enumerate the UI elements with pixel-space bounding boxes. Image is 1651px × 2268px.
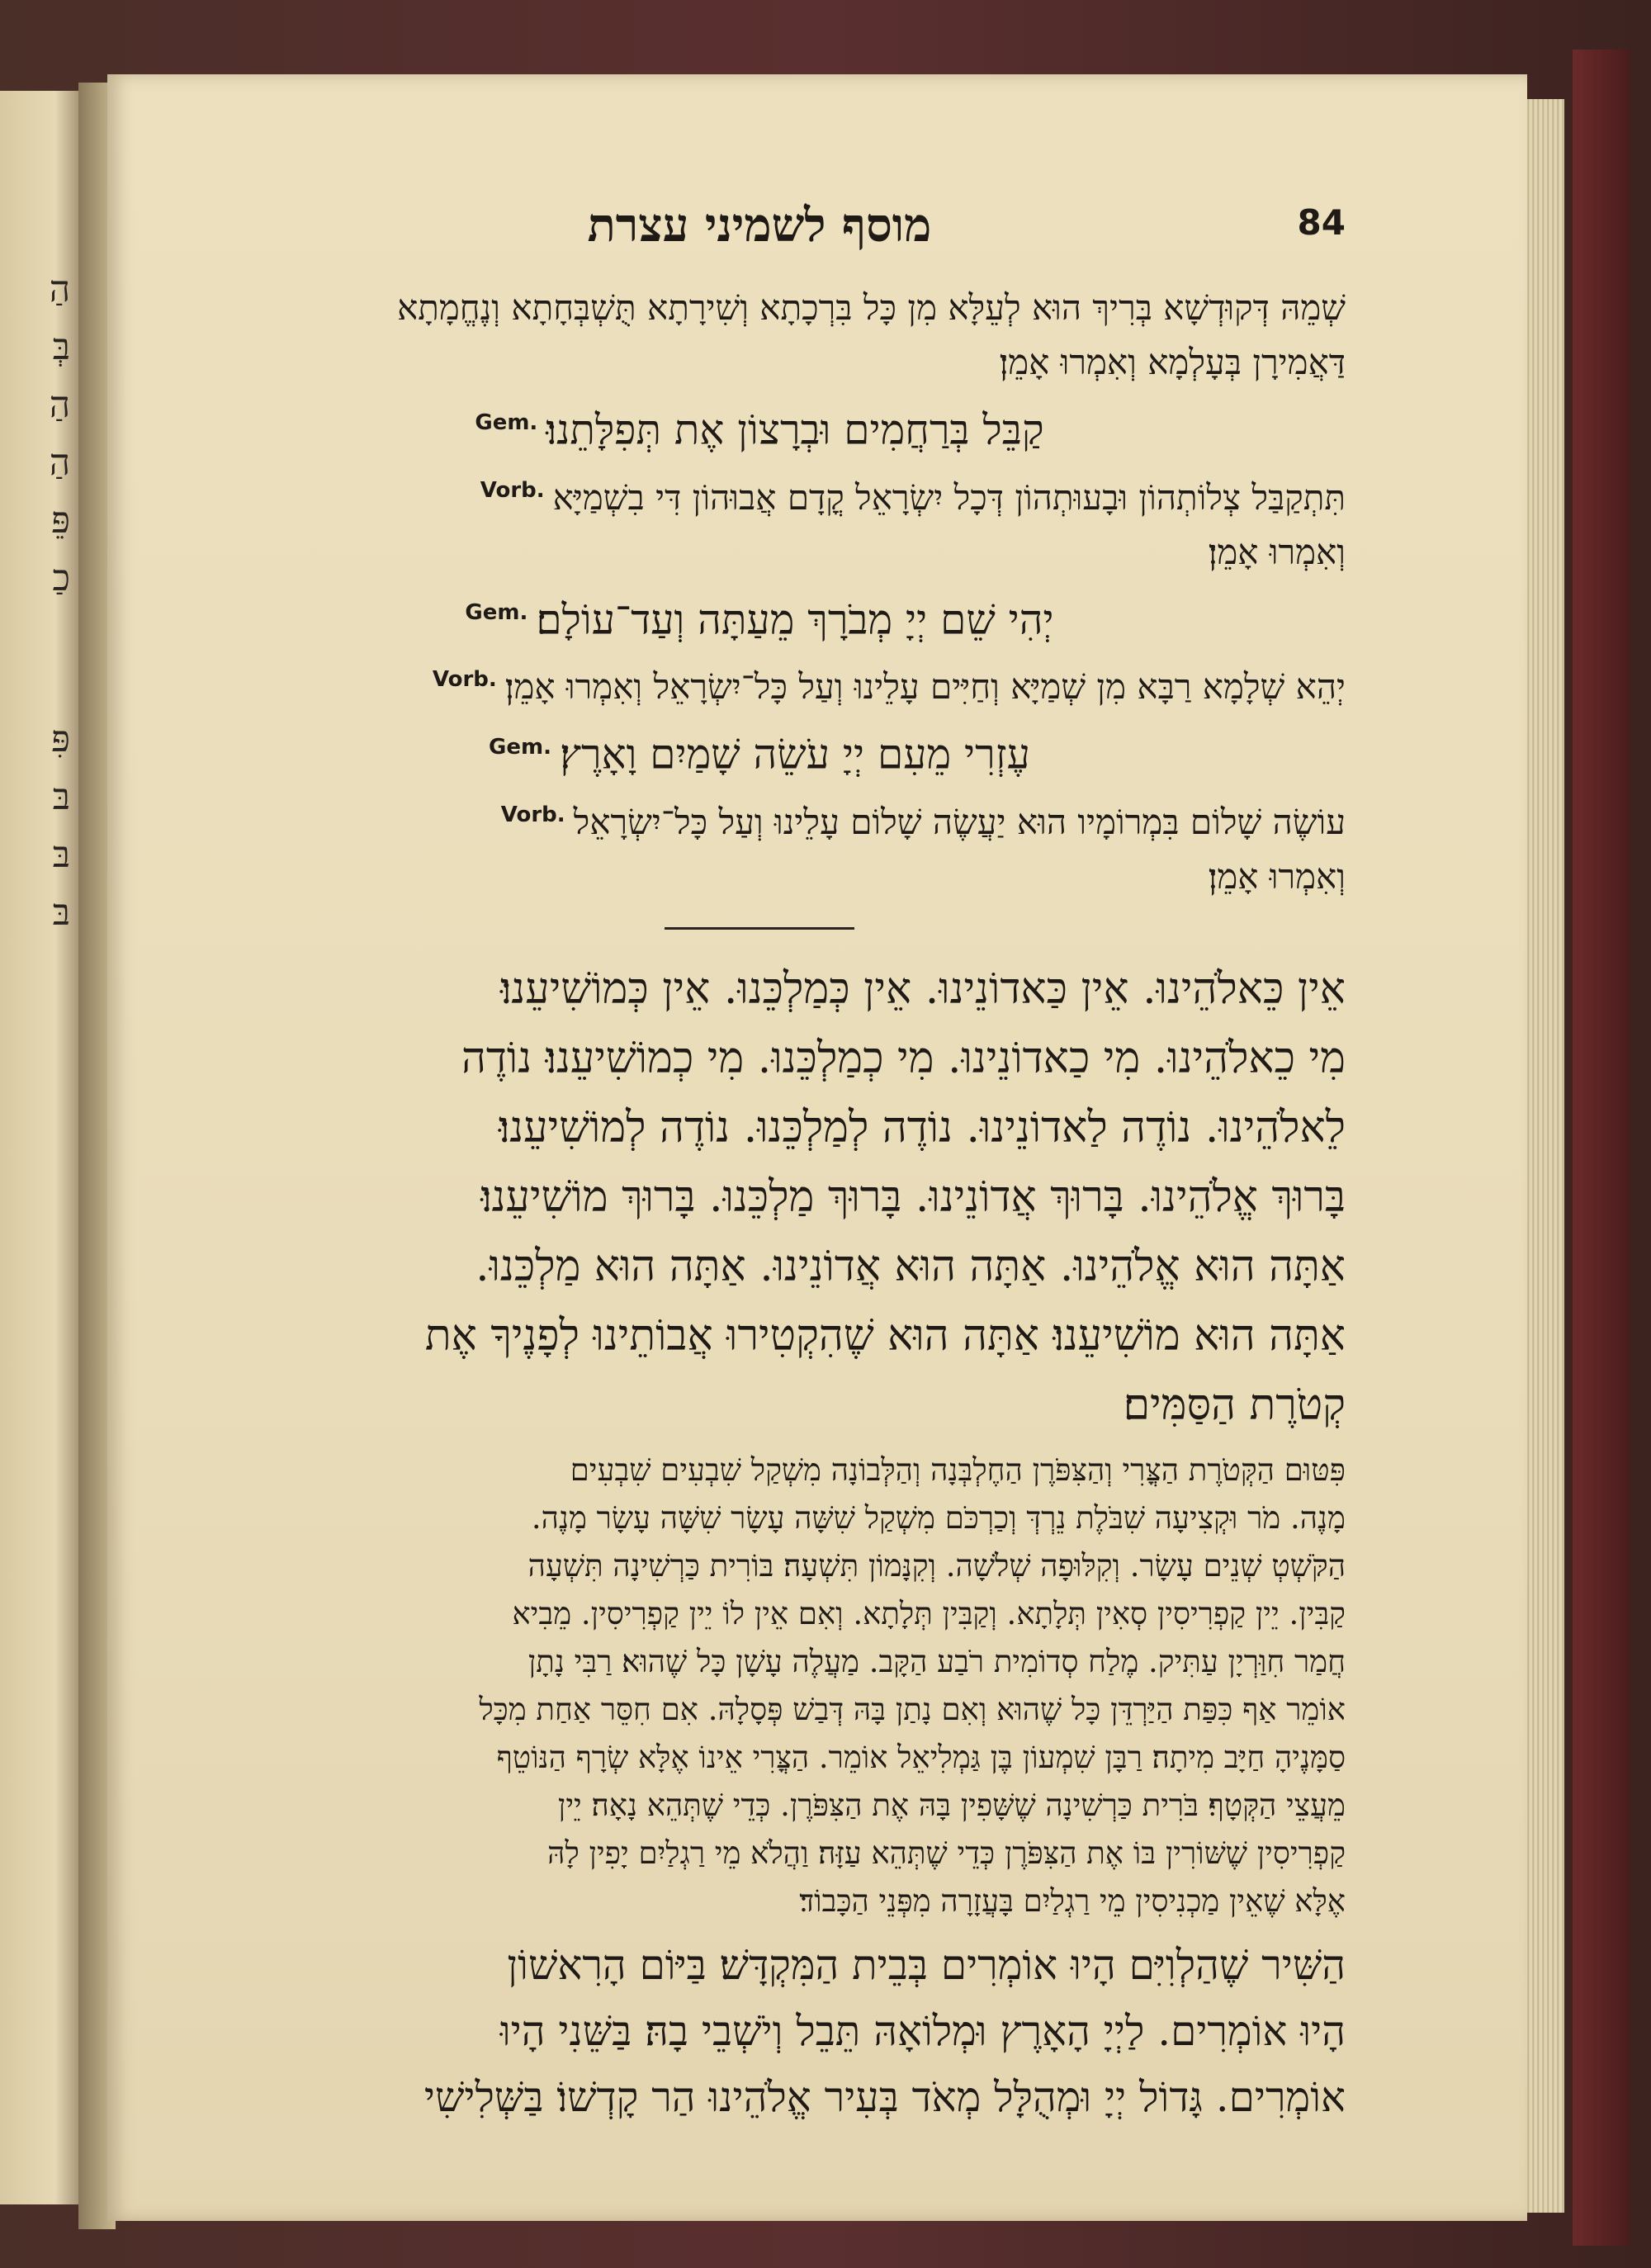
text-line: הָיוּ אוֹמְרִים. לַיְיָ הָאָרֶץ וּמְלוֹאָהּ תֵּבֵל וְיֹשְׁבֵי בָהּ׃ בַּשֵּׁנִי הָיוּ	[499, 2006, 1346, 2055]
left-page-fragment: הַ	[49, 442, 70, 484]
gem-label: Gem.	[465, 599, 528, 625]
left-page-fragment: כַ	[52, 557, 70, 599]
vorb-label: Vorb.	[500, 802, 565, 827]
text-line: אֵין כֵּאלֹהֵינוּ. אֵין כַּאדוֹנֵינוּ. אֵין כְּמַלְכֵּנוּ. אֵין כְּמוֹשִׁיעֵנוּ׃	[500, 964, 1346, 1014]
text-line: מֵעֲצֵי הַקְּטָף׃ בֹּרִית כַּרְשִׁינָה שֶׁשָּׁפִין בָּהּ אֶת הַצִּפֹּרֶן. כְּדֵי שֶׁתְּהֵא נָאָה׃ יֵין	[557, 1787, 1346, 1823]
text-line: וְאִמְרוּ אָמֵן׃	[1208, 531, 1346, 572]
text-line: שְׁמֵהּ דְּקוּדְשָׁא בְּרִיךְ הוּא לְעֵלָּא מִן כָּל בִּרְכָתָא וְשִׁירָתָא תֻּשְׁבְּחָתָא וְנֶחֱמָתָא	[397, 287, 1346, 328]
left-page-fragment: בּ	[52, 834, 70, 876]
text-line: אֶלָּא שֶׁאֵין מַכְנִיסִין מֵי רַגְלַיִם בָּעֲזָרָה מִפְּנֵי הַכָּבוֹד׃	[799, 1882, 1346, 1919]
spacer	[173, 1925, 1346, 1932]
text-line: מִי כֵאלֹהֵינוּ. מִי כַאדוֹנֵינוּ. מִי כְמַלְכֵּנוּ. מִי כְמוֹשִׁיעֵנוּ׃ נוֹדֶה	[461, 1033, 1346, 1083]
response-text: קַבֵּל בְּרַחֲמִים וּבְרָצוֹן אֶת תְּפִלָּתֵנוּ׃	[546, 405, 1044, 454]
page-header	[173, 190, 1346, 272]
text-line: אוֹמְרִים. גָּדוֹל יְיָ וּמְהֻלָּל מְאֹד בְּעִיר אֱלֹהֵינוּ הַר קָדְשׁוֹ׃ בַּשְּׁלִישִׁי	[423, 2072, 1346, 2121]
left-page-fragment: הַ	[49, 384, 70, 426]
line-text: עוֹשֶׂה שָׁלוֹם בִּמְרוֹמָיו הוּא יַעֲשֶׂה שָׁלוֹם עָלֵינוּ וְעַל כָּל־יִשְׂרָאֵל	[573, 801, 1346, 842]
response-text: עֶזְרִי מֵעִם יְיָ עֹשֵׂה שָׁמַיִם וָאָרֶץ׃	[560, 730, 1030, 779]
text-line: קַפְרִיסִין שֶׁשּׁוֹרִין בּוֹ אֶת הַצִּפֹּרֶן כְּדֵי שֶׁתְּהֵא עַזָּה׃ וַהֲלֹא מֵי רַגְלַיִם יָפִין לָהּ	[547, 1835, 1346, 1871]
text-line: וְאִמְרוּ אָמֵן׃	[1208, 855, 1346, 897]
text-line: הַשִּׁיר שֶׁהַלְוִיִּם הָיוּ אוֹמְרִים בְּבֵית הַמִּקְדָּשׁ׃ בַּיּוֹם הָרִאשׁוֹן	[507, 1940, 1346, 1989]
ein-keloheinu-section	[173, 954, 1346, 1440]
daily-psalm-section	[173, 1932, 1346, 2130]
text-line: אַתָּה הוּא מוֹשִׁיעֵנוּ׃ אַתָּה הוּא שֶׁהִקְטִירוּ אֲבוֹתֵינוּ לְפָנֶיךָ אֶת	[424, 1310, 1346, 1361]
text-line: דַּאֲמִירָן בְּעָלְמָא וְאִמְרוּ אָמֵן׃	[999, 342, 1346, 382]
vorb-label: Vorb.	[480, 477, 545, 503]
text-line: הַקֹּשְׁטְ שְׁנֵים עָשָׂר. וְקִלּוּפָה שְׁלֹשָׁה. וְקִנָּמוֹן תִּשְׁעָה׃ בּוֹרִית כַּרְשִׁינָה תִּשְׁעָה	[527, 1547, 1346, 1584]
text-line: פִּטּוּם הַקְּטֹרֶת הַצֳּרִי וְהַצִּפֹּרֶן הַחֶלְבְּנָה וְהַלְּבוֹנָה מִשְׁקַל שִׁבְעִים שִׁבְעִים	[570, 1451, 1346, 1488]
page-number: 84	[1297, 202, 1346, 243]
text-line: לֵאלֹהֵינוּ. נוֹדֶה לַאדוֹנֵינוּ. נוֹדֶה לְמַלְכֵּנוּ. נוֹדֶה לְמוֹשִׁיעֵנוּ׃	[498, 1102, 1346, 1153]
gem-label: Gem.	[489, 735, 551, 760]
left-page-fragment: הַ	[49, 268, 70, 310]
line-text: יְהֵא שְׁלָמָא רַבָּא מִן שְׁמַיָּא וְחַיִּים עָלֵינוּ וְעַל כָּל־יִשְׂרָאֵל וְאִמְרוּ אָמֵן׃	[504, 666, 1346, 708]
text-line: סַמָּנֶיהָ חַיָּב מִיתָה׃ רַבָּן שִׁמְעוֹן בֶּן גַּמְלִיאֵל אוֹמֵר. הַצֳּרִי אֵינוֹ אֶלָּא שְׂרָף הַנּוֹטֵף	[496, 1739, 1346, 1775]
cover-edge	[1573, 50, 1630, 2246]
left-page-fragment: פֵּ	[50, 500, 70, 542]
spacer	[173, 1440, 1346, 1447]
pitum-haketoret-section	[173, 1447, 1346, 1925]
text-line: בָּרוּךְ אֱלֹהֵינוּ. בָּרוּךְ אֲדוֹנֵינוּ. בָּרוּךְ מַלְכֵּנוּ. בָּרוּךְ מוֹשִׁיעֵנוּ׃	[480, 1172, 1346, 1222]
text-line	[173, 463, 1346, 525]
text-line: אַתָּה הוּא אֱלֹהֵינוּ. אַתָּה הוּא אֲדוֹנֵינוּ. אַתָּה הוּא מַלְכֵּנוּ.	[475, 1241, 1346, 1291]
left-page-fragment: פִּ	[50, 718, 70, 760]
vorb-label: Vorb.	[432, 667, 497, 693]
page-title: מוסף לשמיני עצרת	[587, 198, 932, 253]
congregation-response	[173, 390, 1346, 463]
congregation-response	[173, 714, 1346, 788]
left-page-fragment: בּ	[52, 776, 70, 818]
page-content	[173, 190, 1346, 2130]
text-line: קַבִּין. יֵין קַפְרִיסִין סְאִין תְּלָתָא. וְקַבִּין תְּלָתָא. וְאִם אֵין לוֹ יֵין קַפְרִיסִין. מֵבִיא	[512, 1595, 1346, 1631]
text-line	[173, 652, 1346, 714]
text-line: חֲמַר חִוַּרְיָן עַתִּיק. מֶלַח סְדוֹמִית רֹבַע הַקָּב. מַעֲלֶה עָשָׁן כָּל שֶׁהוּא׃ רַבִּי נָתָן	[527, 1643, 1346, 1679]
text-line: אוֹמֵר אַף כִּפַּת הַיַּרְדֵּן כָּל שֶׁהוּא וְאִם נָתַן בָּהּ דְּבַשׁ פְּסָלָהּ. אִם חִסֵּר אַחַת מִכָּל	[479, 1691, 1346, 1727]
kaddish-section	[173, 281, 1346, 904]
text-line	[173, 788, 1346, 850]
gem-label: Gem.	[475, 410, 538, 435]
left-page-edge	[0, 91, 78, 2204]
congregation-response	[173, 580, 1346, 653]
response-text: יְהִי שֵׁם יְיָ מְבֹרָךְ מֵעַתָּה וְעַד־עוֹלָם׃	[536, 595, 1054, 644]
left-page-fragment: בְּ	[52, 326, 70, 368]
section-divider	[665, 927, 854, 930]
left-page-fragment: בּ	[52, 892, 70, 934]
text-line: קְטֹרֶת הַסַּמִּים׃	[1123, 1380, 1346, 1430]
text-line: מָנֶה. מֹר וּקְצִיעָה שִׁבֹּלֶת נֵרְדְּ וְכַרְכֹּם מִשְׁקַל שִׁשָּׁה עָשָׂר שִׁשָּׁה עָשָׂר מָנֶה.	[531, 1499, 1346, 1536]
line-text: תִּתְקַבַּל צְלוֹתְהוֹן וּבָעוּתְהוֹן דְּכָל יִשְׂרָאֵל קֳדָם אֲבוּהוֹן דִּי בִשְׁמַיָּא	[552, 476, 1346, 518]
